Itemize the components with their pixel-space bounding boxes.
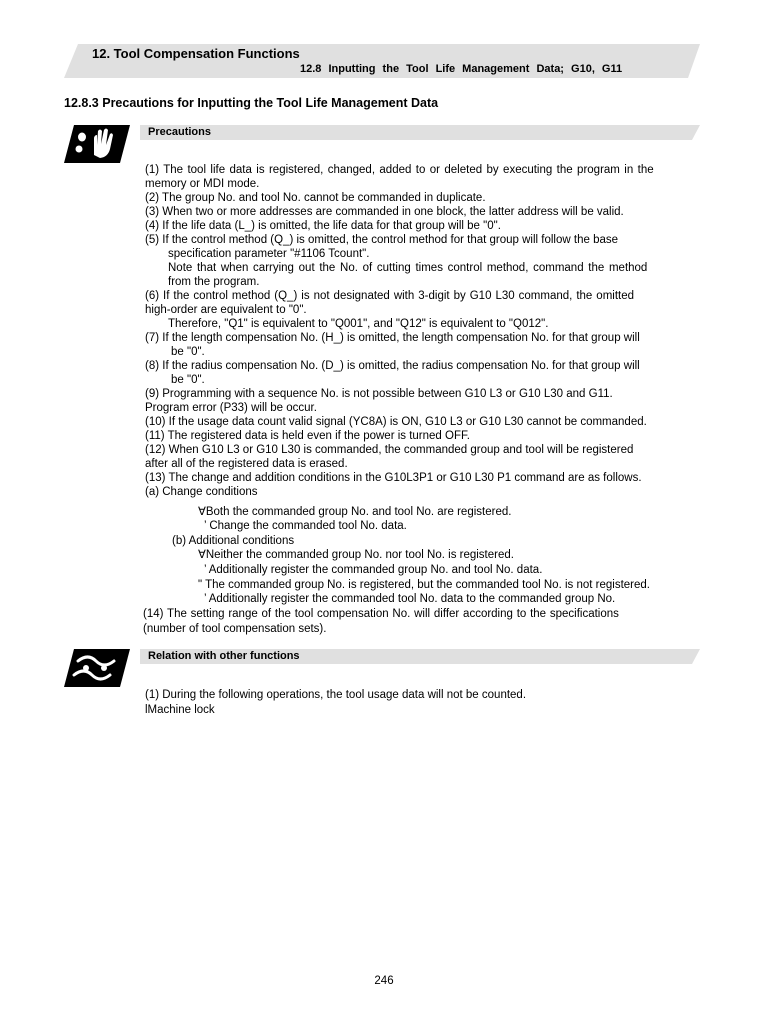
precaution-line: high-order are equivalent to "0".: [145, 304, 307, 316]
precaution-line: ’ Additionally register the commanded group No. and tool No. data.: [204, 564, 543, 576]
relation-line: lMachine lock: [145, 704, 215, 716]
precautions-label: Precautions: [148, 126, 211, 138]
precaution-line: (8) If the radius compensation No. (D_) is omitted, the radius compensation No. for that group will: [145, 360, 640, 372]
precaution-line: (4) If the life data (L_) is omitted, the life data for that group will be "0".: [145, 220, 501, 232]
section-title: 12.8.3 Precautions for Inputting the Tool Life Management Data: [64, 96, 439, 110]
precaution-line: (7) If the length compensation No. (H_) is omitted, the length compensation No. for that group will: [145, 332, 640, 344]
precaution-line: (11) The registered data is held even if the power is turned OFF.: [145, 430, 470, 442]
precaution-line: (number of tool compensation sets).: [143, 623, 327, 635]
page-number: 246: [374, 975, 394, 987]
relation-line: (1) During the following operations, the tool usage data will not be counted.: [145, 689, 527, 701]
precaution-line: (13) The change and addition conditions in the G10L3P1 or G10 L30 P1 command are as follows.: [145, 472, 642, 484]
precaution-line: be "0".: [171, 374, 205, 386]
precautions-bar: [140, 125, 700, 140]
precaution-line: ’ Change the commanded tool No. data.: [204, 520, 407, 532]
precaution-line: specification parameter "#1106 Tcount".: [168, 248, 370, 260]
precaution-line: (a) Change conditions: [145, 486, 258, 498]
precaution-line: " The commanded group No. is registered, but the commanded tool No. is not registered.: [198, 579, 650, 591]
precaution-line: from the program.: [168, 276, 260, 288]
precaution-line: (b) Additional conditions: [172, 535, 295, 547]
chapter-title: 12. Tool Compensation Functions: [92, 46, 300, 61]
section-subtitle: 12.8 Inputting the Tool Life Management Data; G10, G11: [300, 63, 623, 75]
precaution-line: (14) The setting range of the tool compensation No. will differ according to the specifications: [143, 608, 619, 620]
precaution-line: (6) If the control method (Q_) is not designated with 3-digit by G10 L30 command, the omitted: [145, 290, 635, 302]
precaution-line: (12) When G10 L3 or G10 L30 is commanded, the commanded group and tool will be registered: [145, 444, 634, 456]
precaution-line: ∀Neither the commanded group No. nor tool No. is registered.: [198, 549, 514, 561]
precaution-line: Program error (P33) will be occur.: [145, 402, 317, 414]
relation-label: Relation with other functions: [148, 650, 300, 662]
precaution-line: (2) The group No. and tool No. cannot be commanded in duplicate.: [145, 192, 486, 204]
precaution-line: (9) Programming with a sequence No. is not possible between G10 L3 or G10 L30 and G11.: [145, 388, 613, 400]
precaution-line: memory or MDI mode.: [145, 178, 260, 190]
precaution-line: Therefore, "Q1" is equivalent to "Q001", and "Q12" is equivalent to "Q012".: [168, 318, 549, 330]
precaution-line: (1) The tool life data is registered, changed, added to or deleted by executing the program in the: [145, 164, 654, 176]
precaution-line: Note that when carrying out the No. of cutting times control method, command the method: [168, 262, 648, 274]
precaution-line: (10) If the usage data count valid signal (YC8A) is ON, G10 L3 or G10 L30 cannot be commanded.: [145, 416, 647, 428]
precaution-line: be "0".: [171, 346, 205, 358]
precaution-line: (5) If the control method (Q_) is omitted, the control method for that group will follow the base: [145, 234, 619, 246]
precaution-line: ’ Additionally register the commanded tool No. data to the commanded group No.: [204, 593, 616, 605]
precaution-line: (3) When two or more addresses are commanded in one block, the latter address will be valid.: [145, 206, 624, 218]
precaution-line: after all of the registered data is erased.: [145, 458, 348, 470]
caution-hand-icon: [64, 125, 130, 163]
precaution-line: ∀Both the commanded group No. and tool No. are registered.: [198, 506, 512, 518]
linked-functions-icon: [64, 649, 130, 687]
